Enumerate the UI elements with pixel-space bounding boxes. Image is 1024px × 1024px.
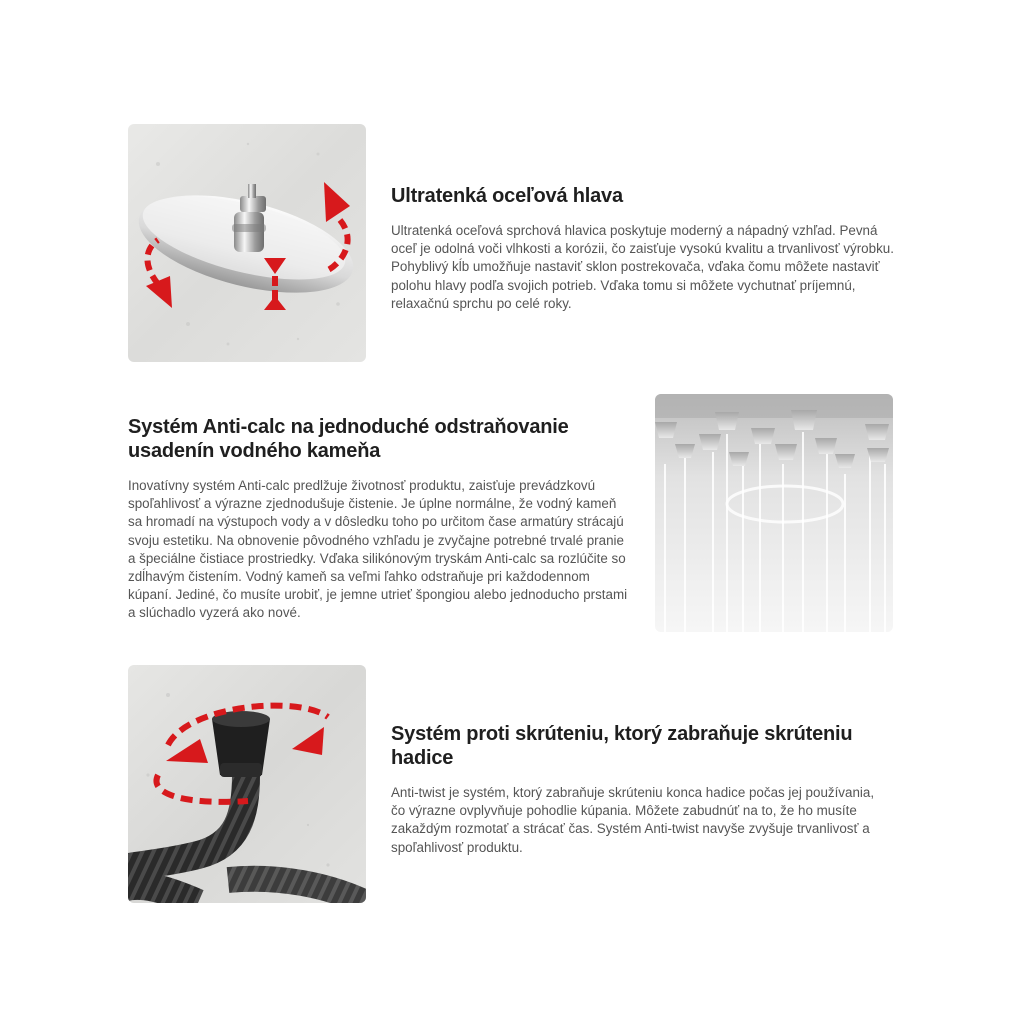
feature-title: Systém Anti-calc na jednoduché odstraňovanie usadenín vodného kameňa: [128, 416, 569, 462]
hose-connector: [212, 711, 270, 777]
feature-description: Inovatívny systém Anti-calc predlžuje životnosť produktu, zaisťuje prevádzkovú spoľahlivosť a výrazne zjednodušuje čistenie. Je úplne normálne, že vodný kameň sa hromadí na výstupoch vody a v dôsledku toho po určitom čase armatúry strácajú svoju estetiku. Na obnovenie pôvodného vzhľadu je zvyčajne potrebné trvalé pranie a špeciálne čistiace prostriedky. Vďaka silikónovým tryskám Anti-calc sa rozlúčite so zdĺhavým čistením. Vodný kameň sa veľmi ľahko odstraňuje pri každodennom kúpaní. Jediné, čo musíte urobiť, je jemne utrieť špongiou alebo jednoducho prstami a slúchadlo vyzerá ako nové.: [128, 478, 628, 621]
anti-twist-hose-image: [128, 665, 366, 903]
shower-head-image: [128, 124, 366, 362]
feature-ultrathin-head: [391, 184, 901, 313]
feature-title: Systém proti skrúteniu, ktorý zabraňuje skrúteniu hadice: [391, 723, 853, 769]
feature-anti-twist: [391, 722, 891, 857]
silicone-nozzles-image: [655, 394, 893, 632]
feature-title: Ultratenká oceľová hlava: [391, 185, 623, 207]
feature-description: Ultratenká oceľová sprchová hlavica poskytuje moderný a nápadný vzhľad. Pevná oceľ je odolná voči vlhkosti a korózii, čo zaisťuje vysokú kvalitu a trvanlivosť výrobku. Pohyblivý kĺb umožňuje nastaviť sklon postrekovača, vďaka čomu môžete nastaviť polohu hlavy podľa svojich potrieb. Vďaka tomu si môžete vychutnať príjemnú, relaxačnú sprchu po celé roky.: [391, 223, 894, 311]
feature-anti-calc: [128, 415, 628, 623]
feature-description: Anti-twist je systém, ktorý zabraňuje skrúteniu konca hadice počas jej používania, čo výrazne ovplyvňuje pohodlie kúpania. Môžete zabudnúť na to, že ho musíte zakaždým rozmotať a strácať čas. Systém Anti-twist navyše zvyšuje trvanlivosť a spoľahlivosť produktu.: [391, 785, 875, 855]
